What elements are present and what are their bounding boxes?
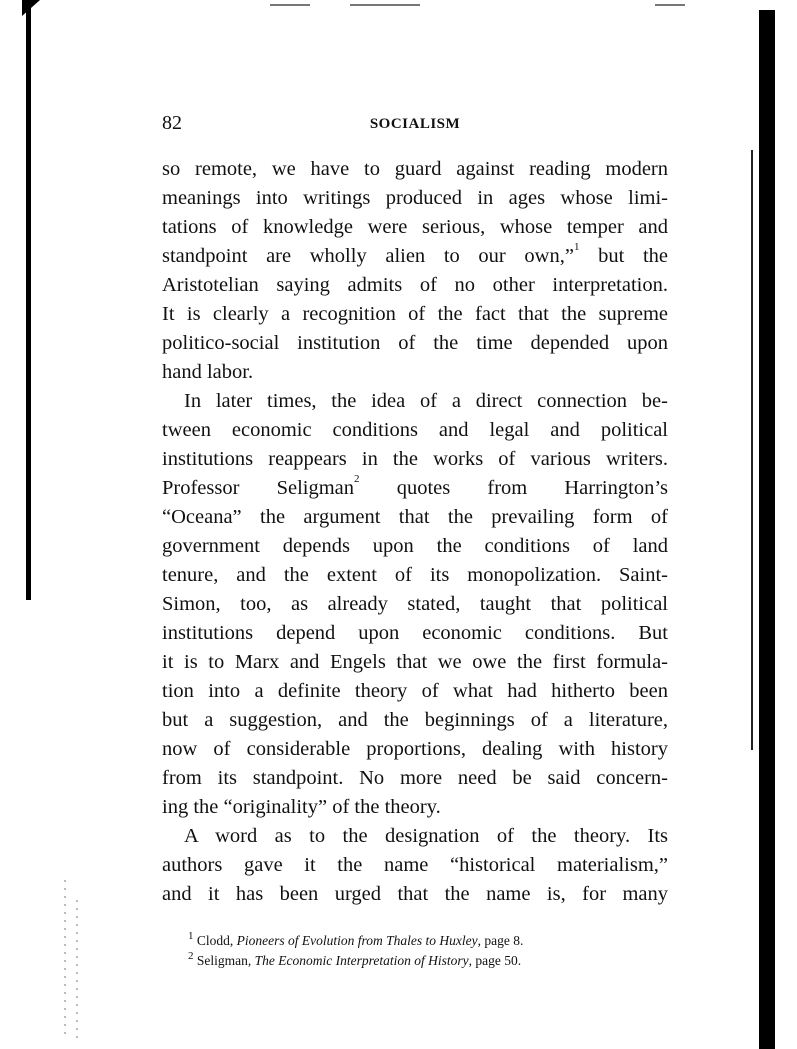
running-head: SOCIALISM: [369, 116, 461, 132]
text-line-end: quotes from Harrington’s: [396, 477, 668, 499]
text-line-start: standpoint are wholly alien to our own,”: [162, 245, 574, 267]
scan-edge-left: [26, 0, 31, 600]
text-line: so remote, we have to guard against reading modern: [162, 158, 668, 180]
scan-dots: [76, 900, 78, 1040]
scan-top-mark: [270, 4, 310, 6]
page-header: [162, 112, 668, 134]
scan-corner-mark: [22, 0, 40, 16]
footnote: [162, 931, 668, 951]
text-line: now of considerable proportions, dealing with history: [162, 738, 668, 760]
footnote-mark: 2: [188, 950, 194, 962]
footnote-author: Seligman,: [196, 953, 255, 968]
text-line: hand labor.: [162, 361, 254, 383]
footnotes: [162, 931, 668, 971]
text-line: authors gave it the name “historical materialism,”: [162, 854, 668, 876]
text-line: politico-social institution of the time depended upon: [162, 332, 668, 354]
text-line: but a suggestion, and the beginnings of a literature,: [162, 709, 668, 731]
text-line: tion into a definite theory of what had hitherto been: [162, 680, 668, 702]
text-line: tenure, and the extent of its monopolization. Saint-: [162, 564, 668, 586]
text-line: it is to Marx and Engels that we owe the first formula-: [162, 651, 668, 673]
text-line: meanings into writings produced in ages whose limi-: [162, 187, 668, 209]
scan-edge-right-inner: [751, 150, 753, 750]
scan-edge-notch: [763, 340, 767, 390]
text-line-start: Professor Seligman: [162, 477, 355, 499]
text-line: ing the “originality” of the theory.: [162, 796, 441, 818]
text-line: institutions depend upon economic conditions. But: [162, 622, 668, 644]
footnote-author: Clodd,: [196, 933, 237, 948]
scan-edge-right: [759, 10, 775, 1049]
footnote-page: , page 8.: [477, 933, 524, 948]
text-line: [162, 474, 668, 503]
footnote: [162, 951, 668, 971]
text-line: It is clearly a recognition of the fact that the supreme: [162, 303, 668, 325]
text-line: A word as to the designation of the theory. Its: [184, 825, 668, 847]
text-line: government depends upon the conditions of land: [162, 535, 668, 557]
footnote-mark: 1: [188, 930, 194, 942]
text-line: from its standpoint. No more need be said concern-: [162, 767, 668, 789]
footnote-title: The Economic Interpretation of History: [254, 953, 469, 968]
footnote-page: , page 50.: [468, 953, 522, 968]
text-line: Aristotelian saying admits of no other interpretation.: [162, 274, 668, 296]
text-line: tations of knowledge were serious, whose temper and: [162, 216, 668, 238]
footnote-ref: 1: [573, 241, 580, 253]
text-line-end: but the: [598, 245, 668, 267]
page-number: 82: [162, 112, 182, 134]
footnote-title: Pioneers of Evolution from Thales to Huxley: [236, 933, 478, 948]
scan-top-mark: [350, 4, 420, 6]
scan-top-mark: [655, 4, 685, 6]
text-line: “Oceana” the argument that the prevailing form of: [162, 506, 668, 528]
text-line: tween economic conditions and legal and political: [162, 419, 668, 441]
text-line: [162, 242, 668, 271]
scan-dots: [64, 880, 66, 1040]
text-line: and it has been urged that the name is, for many: [162, 883, 668, 905]
text-line: institutions reappears in the works of various writers.: [162, 448, 668, 470]
text-line: In later times, the idea of a direct connection be-: [184, 390, 668, 412]
body-text: [162, 155, 668, 909]
text-line: Simon, too, as already stated, taught that political: [162, 593, 668, 615]
footnote-ref: 2: [354, 473, 360, 485]
